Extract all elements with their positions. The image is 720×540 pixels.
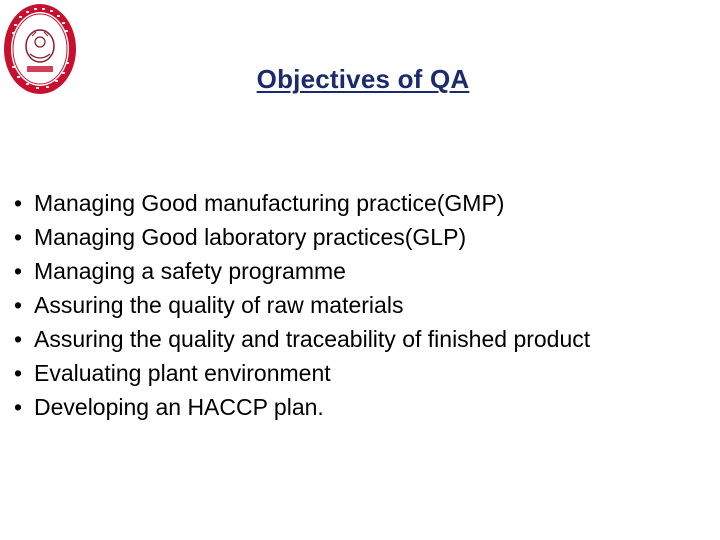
objectives-list	[14, 186, 692, 424]
bullet-icon: •	[14, 258, 23, 284]
bullet-icon: •	[14, 224, 23, 250]
list-item	[14, 288, 692, 322]
list-item-text: Managing a safety programme	[34, 258, 346, 284]
slide-title: Objectives of QA	[256, 64, 470, 94]
list-item-text: Assuring the quality and traceability of finished product	[34, 326, 591, 352]
bullet-icon: •	[14, 360, 23, 386]
bullet-icon: •	[14, 190, 23, 216]
bullet-icon: •	[14, 394, 23, 420]
list-item	[14, 220, 692, 254]
bullet-icon: •	[14, 292, 23, 318]
list-item	[14, 186, 692, 220]
list-item-text: Evaluating plant environment	[34, 360, 331, 386]
list-item	[14, 254, 692, 288]
bullet-icon: •	[14, 326, 23, 352]
list-item	[14, 390, 692, 424]
list-item-text: Managing Good manufacturing practice(GMP)	[34, 190, 505, 216]
list-item-text: Managing Good laboratory practices(GLP)	[34, 224, 467, 250]
list-item-text: Assuring the quality of raw materials	[34, 292, 404, 318]
list-item	[14, 322, 692, 356]
list-item	[14, 356, 692, 390]
list-item-text: Developing an HACCP plan.	[34, 394, 324, 420]
